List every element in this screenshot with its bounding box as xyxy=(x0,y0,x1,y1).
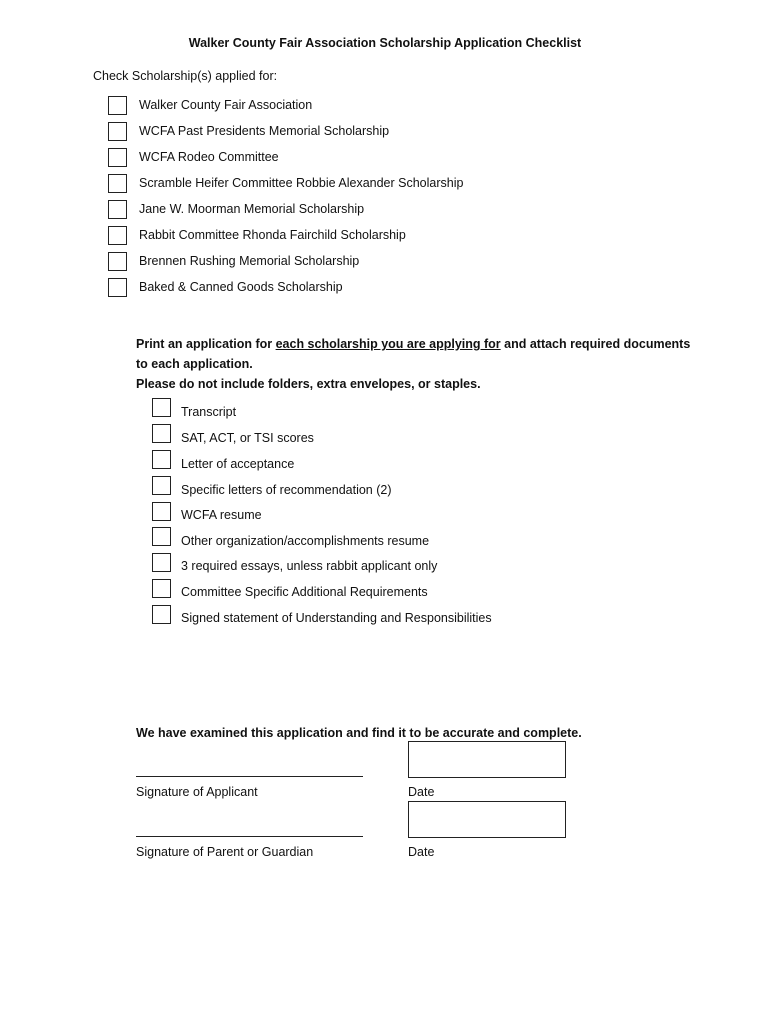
parent-date-box[interactable] xyxy=(408,801,566,838)
document-checkbox[interactable] xyxy=(152,527,171,546)
document-checkbox[interactable] xyxy=(152,476,171,495)
document-checkbox[interactable] xyxy=(152,398,171,417)
scholarship-label: Rabbit Committee Rhonda Fairchild Scholarship xyxy=(139,228,406,242)
scholarship-label: WCFA Rodeo Committee xyxy=(139,150,279,164)
document-label: Signed statement of Understanding and Responsibilities xyxy=(181,611,492,625)
scholarship-checkbox[interactable] xyxy=(108,252,127,271)
document-checkbox[interactable] xyxy=(152,424,171,443)
document-checkbox[interactable] xyxy=(152,502,171,521)
parent-date-label: Date xyxy=(408,845,435,859)
scholarship-label: Baked & Canned Goods Scholarship xyxy=(139,280,343,294)
scholarship-checkbox[interactable] xyxy=(108,278,127,297)
document-label: Specific letters of recommendation (2) xyxy=(181,483,392,497)
document-label: Other organization/accomplishments resume xyxy=(181,534,430,548)
scholarship-checkbox[interactable] xyxy=(108,174,127,193)
document-label: WCFA resume xyxy=(181,508,262,522)
page-title: Walker County Fair Association Scholarship Application Checklist xyxy=(188,36,582,50)
instructions-emphasis: each scholarship you are applying for xyxy=(275,337,501,351)
applicant-date-box[interactable] xyxy=(408,741,566,778)
instructions-line-2: to each application. xyxy=(136,357,253,371)
document-label: SAT, ACT, or TSI scores xyxy=(181,431,314,445)
document-label: Transcript xyxy=(181,405,237,419)
scholarship-checkbox[interactable] xyxy=(108,148,127,167)
parent-signature-label: Signature of Parent or Guardian xyxy=(136,845,314,859)
document-checkbox[interactable] xyxy=(152,553,171,572)
scholarship-label: Walker County Fair Association xyxy=(139,98,313,112)
instructions-line-3: Please do not include folders, extra envelopes, or staples. xyxy=(136,377,481,391)
instructions-post: and attach required documents xyxy=(500,337,691,351)
applicant-signature-line[interactable] xyxy=(136,776,363,777)
instructions-line-1 xyxy=(136,337,690,351)
document-checkbox[interactable] xyxy=(152,605,171,624)
scholarship-checkbox[interactable] xyxy=(108,226,127,245)
scholarship-checkbox[interactable] xyxy=(108,122,127,141)
scholarship-label: Jane W. Moorman Memorial Scholarship xyxy=(139,202,365,216)
document-label: Letter of acceptance xyxy=(181,457,295,471)
scholarship-label: Brennen Rushing Memorial Scholarship xyxy=(139,254,360,268)
scholarship-intro: Check Scholarship(s) applied for: xyxy=(93,69,278,83)
parent-signature-line[interactable] xyxy=(136,836,363,837)
document-checkbox[interactable] xyxy=(152,450,171,469)
scholarship-label: Scramble Heifer Committee Robbie Alexander Scholarship xyxy=(139,176,464,190)
document-label: 3 required essays, unless rabbit applicant only xyxy=(181,559,438,573)
scholarship-label: WCFA Past Presidents Memorial Scholarship xyxy=(139,124,390,138)
document-label: Committee Specific Additional Requirements xyxy=(181,585,428,599)
scholarship-checkbox[interactable] xyxy=(108,96,127,115)
applicant-date-label: Date xyxy=(408,785,435,799)
scholarship-checkbox[interactable] xyxy=(108,200,127,219)
document-checkbox[interactable] xyxy=(152,579,171,598)
declaration-text: We have examined this application and find it to be accurate and complete. xyxy=(136,726,582,740)
instructions-pre: Print an application for xyxy=(136,337,276,351)
applicant-signature-label: Signature of Applicant xyxy=(136,785,258,799)
